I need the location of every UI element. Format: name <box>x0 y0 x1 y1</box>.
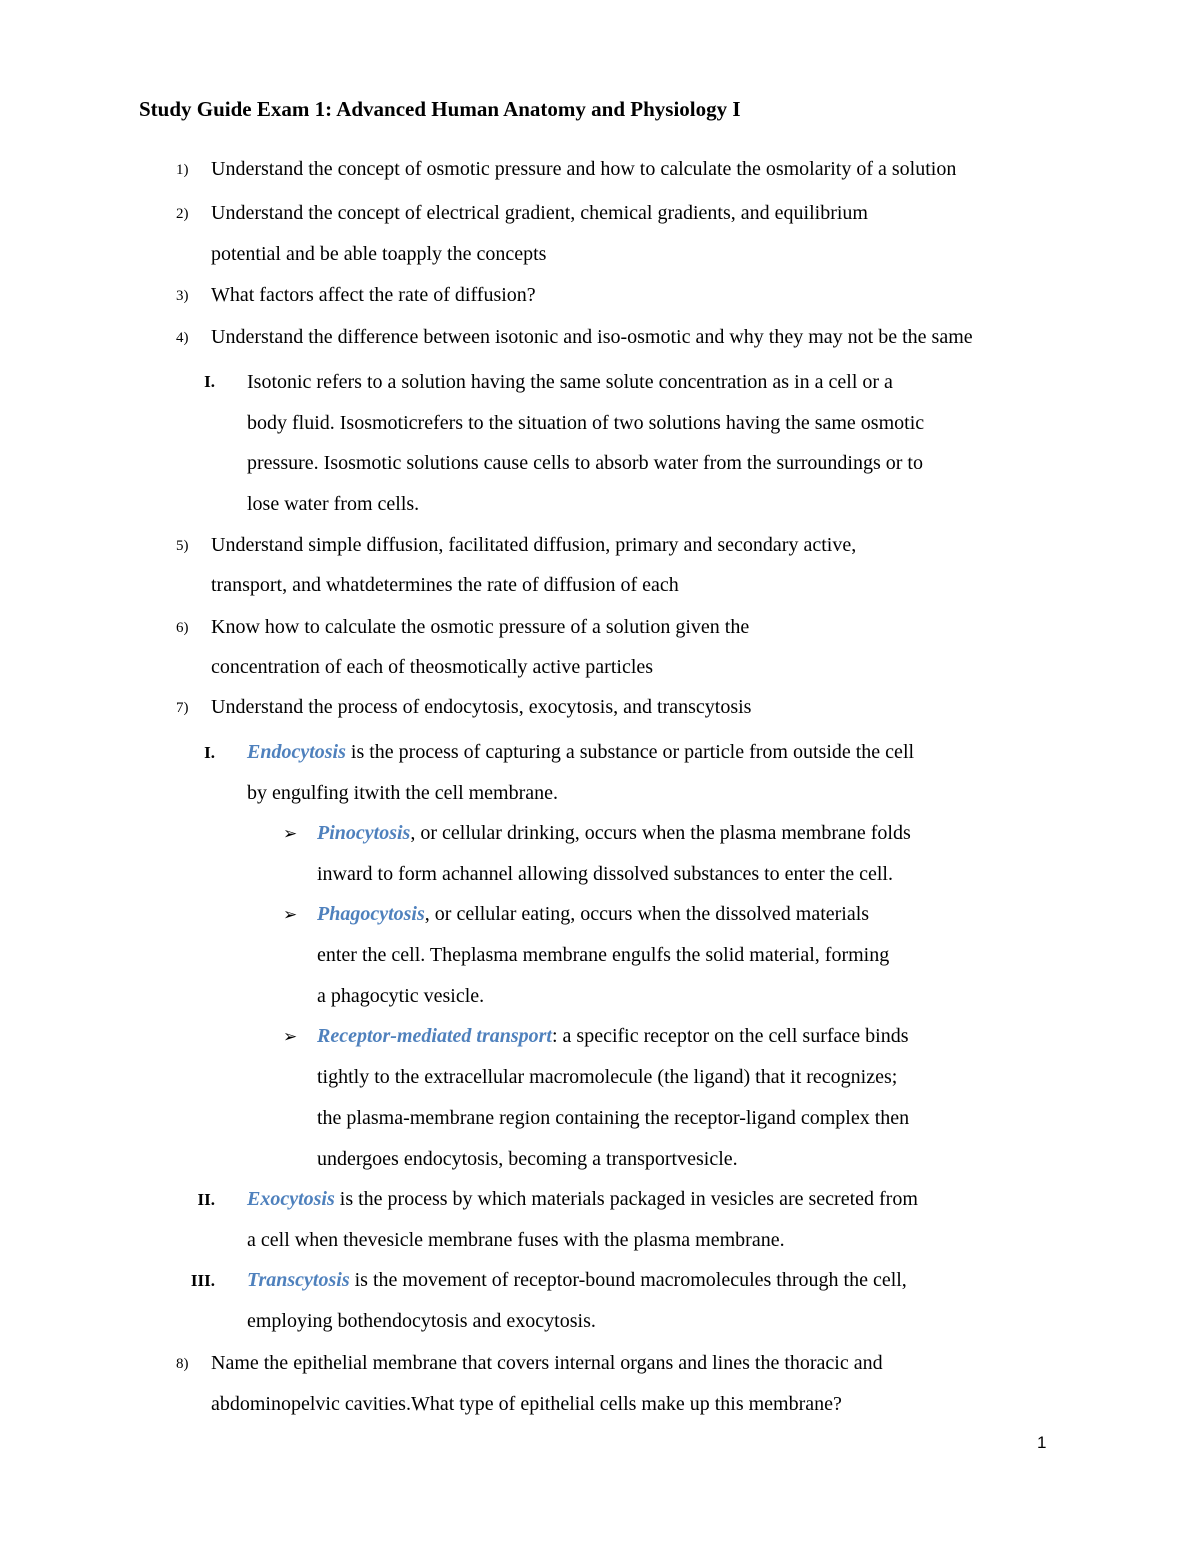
term-phagocytosis: Phagocytosis <box>317 903 425 925</box>
question-text: transport, and whatdetermines the rate of diffusion of each <box>211 574 679 596</box>
question-number: 2) <box>176 206 189 222</box>
bullet-text: a phagocytic vesicle. <box>317 985 485 1007</box>
answer-number: I. <box>204 372 215 391</box>
answer-text: body fluid. Isosmoticrefers to the situation of two solutions having the same osmotic <box>247 412 925 434</box>
term-receptor-mediated-transport: Receptor-mediated transport <box>317 1025 552 1047</box>
term-pinocytosis: Pinocytosis <box>317 822 411 844</box>
question-text: Understand the process of endocytosis, exocytosis, and transcytosis <box>211 696 752 718</box>
question-number: 8) <box>176 1356 189 1372</box>
question-text: concentration of each of theosmotically active particles <box>211 656 654 678</box>
question-number: 1) <box>176 162 189 178</box>
answer-number: II. <box>197 1190 215 1209</box>
bullet-text: undergoes endocytosis, becoming a transportvesicle. <box>317 1148 738 1170</box>
bullet-text: the plasma-membrane region containing the receptor-ligand complex then <box>317 1107 910 1129</box>
transcytosis-definition <box>247 1266 907 1294</box>
answer-text: Isotonic refers to a solution having the same solute concentration as in a cell or a <box>247 371 893 393</box>
question-number: 7) <box>176 700 189 716</box>
exocytosis-definition <box>247 1185 918 1213</box>
question-number: 6) <box>176 620 189 636</box>
term-exocytosis: Exocytosis <box>247 1188 335 1210</box>
question-text: What factors affect the rate of diffusion? <box>211 284 536 306</box>
question-text: Understand the concept of osmotic pressure and how to calculate the osmolarity of a solution <box>211 158 957 180</box>
answer-text: by engulfing itwith the cell membrane. <box>247 782 559 804</box>
arrow-bullet-icon: ➢ <box>283 905 298 924</box>
term-endocytosis: Endocytosis <box>247 741 346 763</box>
definition-text: , or cellular drinking, occurs when the plasma membrane folds <box>410 822 911 844</box>
answer-text: pressure. Isosmotic solutions cause cells to absorb water from the surroundings or to <box>247 452 923 474</box>
answer-number: I. <box>204 743 215 762</box>
question-text: abdominopelvic cavities.What type of epithelial cells make up this membrane? <box>211 1393 842 1415</box>
answer-text: lose water from cells. <box>247 493 420 515</box>
question-text: Name the epithelial membrane that covers internal organs and lines the thoracic and <box>211 1352 883 1374</box>
bullet-text: tightly to the extracellular macromolecule (the ligand) that it recognizes; <box>317 1066 898 1088</box>
definition-text: : a specific receptor on the cell surface binds <box>551 1025 909 1047</box>
bullet-text: inward to form achannel allowing dissolved substances to enter the cell. <box>317 863 893 885</box>
receptor-mediated-definition <box>317 1022 909 1050</box>
question-text: Know how to calculate the osmotic pressure of a solution given the <box>211 616 750 638</box>
term-transcytosis: Transcytosis <box>247 1269 350 1291</box>
page-number: 1 <box>1037 1433 1047 1452</box>
endocytosis-definition <box>247 738 914 766</box>
answer-number: III. <box>190 1271 215 1290</box>
page-title: Study Guide Exam 1: Advanced Human Anatomy and Physiology I <box>139 97 741 121</box>
question-number: 3) <box>176 288 189 304</box>
phagocytosis-definition <box>317 900 869 928</box>
definition-text: is the process by which materials packaged in vesicles are secreted from <box>334 1188 918 1210</box>
question-text: Understand simple diffusion, facilitated diffusion, primary and secondary active, <box>211 534 857 556</box>
question-text: Understand the difference between isotonic and iso-osmotic and why they may not be the same <box>211 326 973 348</box>
definition-text: is the movement of receptor-bound macromolecules through the cell, <box>349 1269 907 1291</box>
question-number: 4) <box>176 330 189 346</box>
answer-text: a cell when thevesicle membrane fuses with the plasma membrane. <box>247 1229 785 1251</box>
pinocytosis-definition <box>317 819 911 847</box>
definition-text: , or cellular eating, occurs when the dissolved materials <box>424 903 870 925</box>
answer-text: employing bothendocytosis and exocytosis. <box>247 1310 596 1332</box>
question-text: Understand the concept of electrical gradient, chemical gradients, and equilibrium <box>211 202 868 224</box>
bullet-text: enter the cell. Theplasma membrane engulfs the solid material, forming <box>317 944 890 966</box>
question-number: 5) <box>176 538 189 554</box>
definition-text: is the process of capturing a substance or particle from outside the cell <box>345 741 915 763</box>
question-text: potential and be able toapply the concepts <box>211 243 547 265</box>
arrow-bullet-icon: ➢ <box>283 824 298 843</box>
arrow-bullet-icon: ➢ <box>283 1027 298 1046</box>
